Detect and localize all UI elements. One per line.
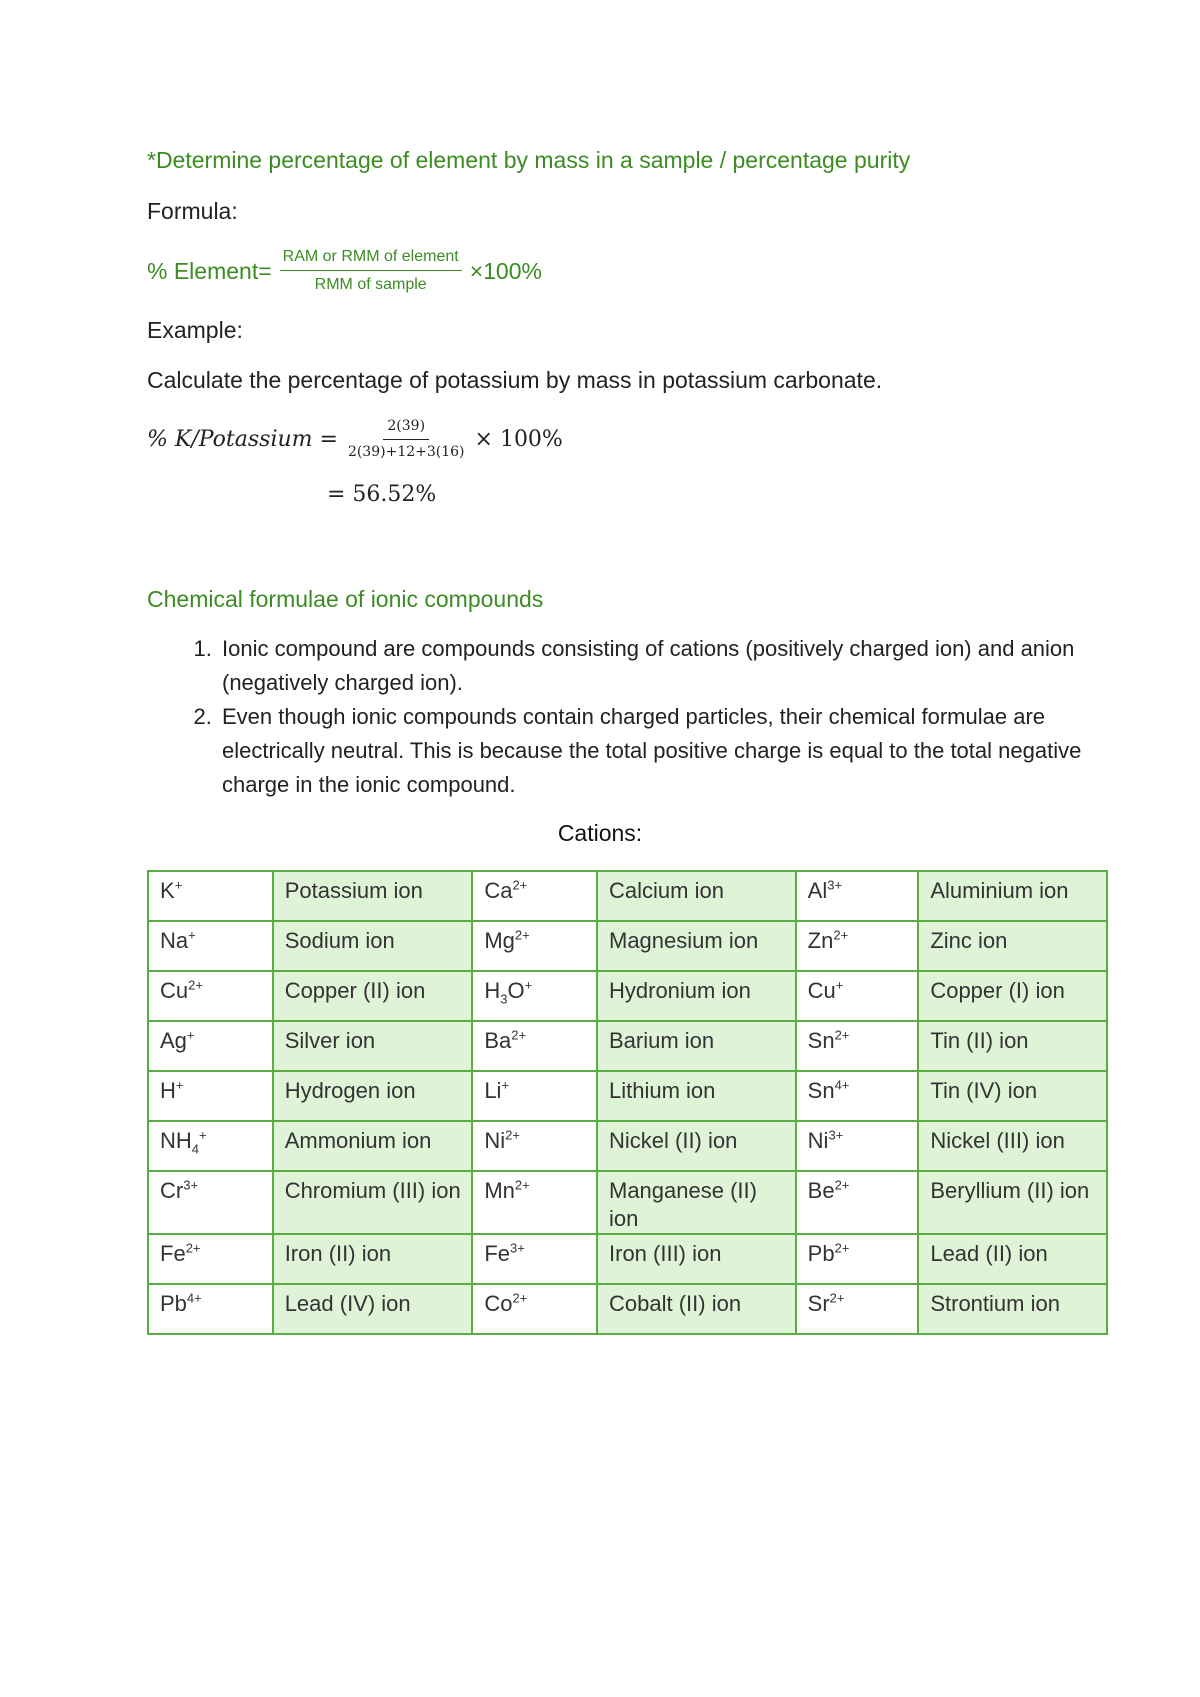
calculation-multiplier: × 100% — [474, 426, 563, 452]
section-heading-percentage: *Determine percentage of element by mass in a sample / percentage purity — [147, 147, 911, 173]
ion-symbol-cell — [148, 1171, 273, 1234]
ion-name-cell: Tin (II) ion — [918, 1021, 1107, 1071]
ion-symbol: Li — [484, 1078, 502, 1103]
ion-charge: 2+ — [188, 977, 203, 993]
ion-name-cell: Hydrogen ion — [273, 1071, 473, 1121]
cations-table — [147, 870, 1108, 1335]
ion-symbol: Ag — [160, 1028, 187, 1053]
ion-charge: 2+ — [512, 1290, 528, 1306]
table-row — [148, 1121, 1107, 1171]
ion-charge: 2+ — [834, 1240, 850, 1256]
ion-name-cell: Potassium ion — [273, 871, 473, 921]
ion-charge: 2+ — [833, 927, 849, 943]
ion-symbol: Sr — [807, 1291, 830, 1316]
ion-name-cell: Aluminium ion — [918, 871, 1107, 921]
ion-symbol: Cu — [160, 978, 189, 1003]
ion-symbol: Be — [807, 1178, 835, 1203]
table-row — [148, 1234, 1107, 1284]
ion-symbol-cell — [472, 921, 597, 971]
ion-symbol: Cu — [807, 978, 836, 1003]
ion-name-cell: Cobalt (II) ion — [597, 1284, 796, 1334]
list-item: 1. Ionic compound are compounds consisting of cations (positively charged ion) and anion (negatively charged ion). — [218, 632, 1128, 700]
formula-multiplier: ×100% — [469, 257, 542, 284]
ion-symbol-cell — [472, 971, 597, 1021]
ion-name-cell: Copper (I) ion — [918, 971, 1107, 1021]
ion-charge: 3+ — [510, 1240, 525, 1256]
table-row — [148, 1171, 1107, 1234]
ion-symbol-cell — [796, 1284, 919, 1334]
ion-charge: 2+ — [512, 877, 528, 893]
ion-charge: 2+ — [829, 1290, 845, 1306]
formula-lhs: % Element= — [147, 257, 272, 284]
ion-name-cell: Lead (IV) ion — [273, 1284, 473, 1334]
ion-symbol: Cr — [160, 1178, 184, 1203]
ion-name-cell: Sodium ion — [273, 921, 473, 971]
table-row — [148, 921, 1107, 971]
ion-charge: 2+ — [834, 1177, 850, 1193]
ion-subscript: 4 — [191, 1141, 200, 1157]
ion-symbol: Mn — [484, 1178, 515, 1203]
ion-symbol: Sn — [807, 1078, 835, 1103]
ion-symbol-cell — [472, 1071, 597, 1121]
ion-symbol-cell — [796, 1021, 919, 1071]
ion-symbol: NH — [160, 1128, 192, 1153]
ion-symbol-cell — [472, 1171, 597, 1234]
ion-symbol: Ba — [484, 1028, 512, 1053]
ion-symbol-cell — [796, 1121, 919, 1171]
table-row — [148, 971, 1107, 1021]
ion-name-cell: Lithium ion — [597, 1071, 796, 1121]
ion-symbol: H — [484, 978, 501, 1003]
ion-charge: + — [199, 1127, 207, 1143]
table-row — [148, 1071, 1107, 1121]
calculation-lhs: % K/Potassium = — [147, 426, 338, 452]
ion-charge: + — [186, 1027, 195, 1043]
ion-name-cell: Magnesium ion — [597, 921, 796, 971]
ion-symbol-cell — [148, 1071, 273, 1121]
ion-name-cell: Nickel (III) ion — [918, 1121, 1107, 1171]
ion-charge: 3+ — [827, 877, 843, 893]
ion-symbol-cell — [796, 971, 919, 1021]
ion-symbol-cell — [148, 1234, 273, 1284]
ion-symbol: Zn — [807, 928, 834, 953]
ion-symbol: Na — [160, 928, 189, 953]
ion-symbol-cell — [148, 971, 273, 1021]
ion-symbol: Al — [807, 878, 828, 903]
ion-symbol: O — [507, 978, 525, 1003]
ion-charge: + — [501, 1077, 510, 1093]
ion-symbol: Pb — [160, 1291, 187, 1316]
ion-charge: 4+ — [186, 1290, 202, 1306]
ion-charge: 4+ — [834, 1077, 850, 1093]
calculation-line — [147, 418, 563, 460]
ion-symbol-cell — [796, 1234, 919, 1284]
ion-name-cell: Lead (II) ion — [918, 1234, 1107, 1284]
ion-name-cell: Nickel (II) ion — [597, 1121, 796, 1171]
calculation-denominator: 2(39)+12+3(16) — [347, 444, 465, 460]
ion-symbol-cell — [472, 1021, 597, 1071]
ion-symbol: Pb — [807, 1241, 835, 1266]
ion-charge: 2+ — [511, 1027, 527, 1043]
ion-symbol-cell — [796, 921, 919, 971]
ion-symbol: Ca — [484, 878, 513, 903]
ion-charge: + — [175, 1077, 184, 1093]
ion-symbol: K — [160, 878, 175, 903]
ion-name-cell: Copper (II) ion — [273, 971, 473, 1021]
ion-charge: + — [835, 977, 844, 993]
ion-symbol-cell — [148, 921, 273, 971]
ion-symbol-cell — [148, 1021, 273, 1071]
ion-name-cell: Iron (III) ion — [597, 1234, 796, 1284]
ion-name-cell: Ammonium ion — [273, 1121, 473, 1171]
calculation-fraction — [348, 418, 465, 460]
example-label: Example: — [147, 317, 243, 343]
ion-name-cell: Hydronium ion — [597, 971, 796, 1021]
ion-name-cell: Chromium (III) ion — [273, 1171, 473, 1234]
calculation-result: = 56.52% — [327, 482, 437, 507]
ion-charge: + — [188, 927, 196, 943]
table-row — [148, 1284, 1107, 1334]
ion-charge: 3+ — [828, 1127, 844, 1143]
formula-fraction — [280, 248, 462, 294]
ion-symbol-cell — [472, 1234, 597, 1284]
ionic-points-list — [170, 632, 1128, 802]
ion-name-cell: Zinc ion — [918, 921, 1107, 971]
ion-name-cell: Calcium ion — [597, 871, 796, 921]
ion-symbol-cell — [472, 871, 597, 921]
ion-charge: 2+ — [514, 927, 530, 943]
list-item: 2. Even though ionic compounds contain charged particles, their chemical formulae are electrically neutral. This is because the total positive charge is equal to the total negative charge in the ionic compound. — [218, 700, 1128, 802]
cations-title: Cations: — [557, 820, 643, 846]
ion-name-cell: Strontium ion — [918, 1284, 1107, 1334]
ion-name-cell: Iron (II) ion — [273, 1234, 473, 1284]
ion-name-cell: Tin (IV) ion — [918, 1071, 1107, 1121]
ion-charge: + — [524, 977, 533, 993]
section-heading-ionic: Chemical formulae of ionic compounds — [147, 586, 544, 612]
example-question: Calculate the percentage of potassium by mass in potassium carbonate. — [147, 367, 883, 393]
ion-charge: 3+ — [183, 1177, 199, 1193]
ion-charge: + — [174, 877, 183, 893]
ion-symbol: Ni — [807, 1128, 829, 1153]
ion-symbol-cell — [796, 1071, 919, 1121]
ion-name-cell: Manganese (II) ion — [597, 1171, 796, 1234]
ion-symbol: Sn — [807, 1028, 835, 1053]
ion-symbol-cell — [796, 1171, 919, 1234]
percentage-formula — [147, 248, 542, 294]
ion-symbol-cell — [472, 1284, 597, 1334]
ion-name-cell: Beryllium (II) ion — [918, 1171, 1107, 1234]
ion-subscript: 3 — [500, 991, 508, 1007]
ion-symbol-cell — [796, 871, 919, 921]
ion-name-cell: Silver ion — [273, 1021, 473, 1071]
ion-symbol: H — [160, 1078, 176, 1103]
ion-symbol: Mg — [484, 928, 515, 953]
formula-label: Formula: — [147, 198, 238, 224]
ion-symbol-cell — [148, 1284, 273, 1334]
ion-symbol-cell — [148, 1121, 273, 1171]
ion-name-cell: Barium ion — [597, 1021, 796, 1071]
ion-symbol: Fe — [484, 1241, 510, 1266]
ion-symbol-cell — [472, 1121, 597, 1171]
ion-charge: 2+ — [514, 1177, 530, 1193]
ion-charge: 2+ — [505, 1127, 520, 1143]
ion-symbol-cell — [148, 871, 273, 921]
ion-symbol: Ni — [484, 1128, 506, 1153]
table-row — [148, 1021, 1107, 1071]
formula-numerator: RAM or RMM of element — [280, 248, 462, 271]
calculation-numerator: 2(39) — [383, 418, 429, 440]
ion-symbol: Co — [484, 1291, 513, 1316]
ion-symbol: Fe — [160, 1241, 186, 1266]
ion-charge: 2+ — [185, 1240, 201, 1256]
table-row — [148, 871, 1107, 921]
ion-charge: 2+ — [834, 1027, 850, 1043]
formula-denominator: RMM of sample — [314, 276, 427, 293]
